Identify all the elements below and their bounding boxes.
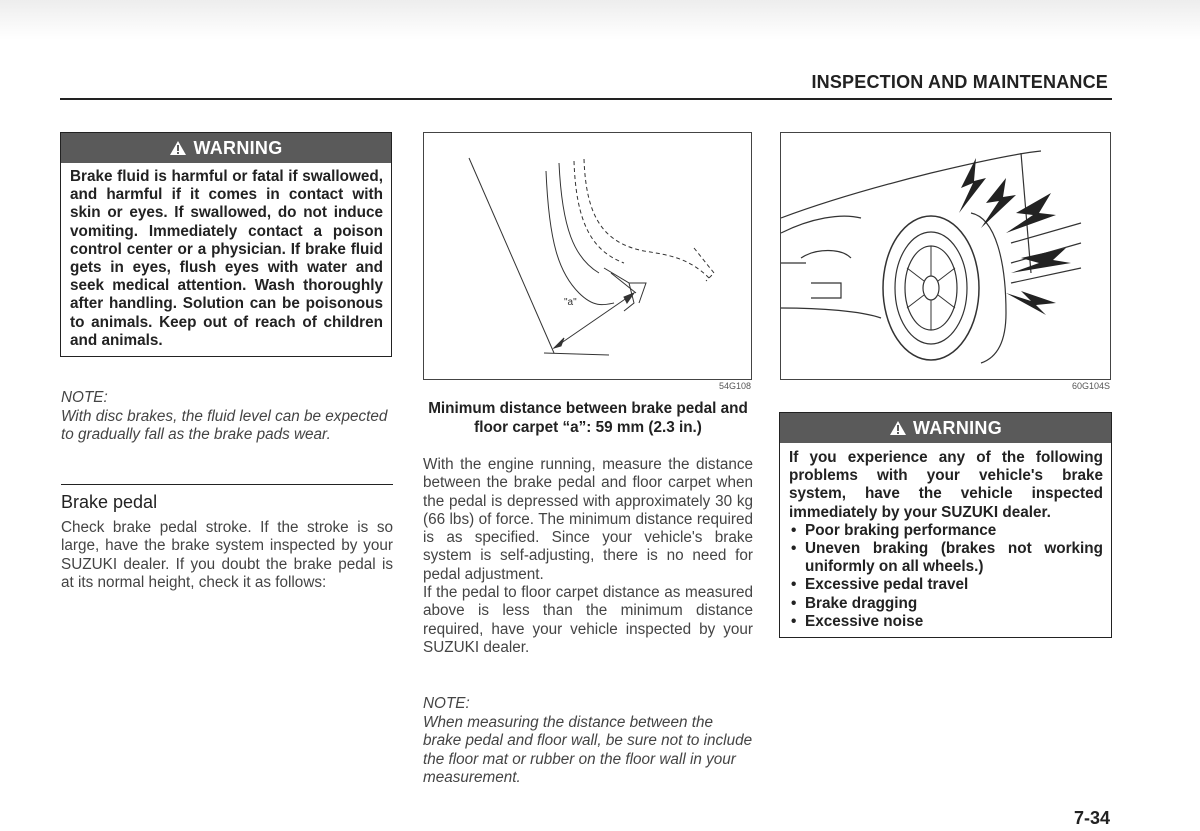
brake-pedal-illustration bbox=[424, 133, 751, 379]
figure-caption: Minimum distance between brake pedal and floor carpet “a”: 59 mm (2.3 in.) bbox=[428, 400, 748, 436]
header-title: INSPECTION AND MAINTENANCE bbox=[811, 72, 1108, 92]
warning-label: WARNING bbox=[912, 417, 1003, 438]
list-item: • Uneven braking (brakes not working uniformly on all wheels.) bbox=[789, 540, 1103, 576]
warning-intro: If you experience any of the following problems with your vehicle's brake system, have the vehicle inspected immediately by your SUZUKI dealer. bbox=[789, 449, 1103, 521]
note-text: With disc brakes, the fluid level can be expected to gradually fall as the brake pads wear. bbox=[61, 407, 388, 443]
section-body: Check brake pedal stroke. If the stroke is so large, have the brake system inspected by your SUZUKI dealer. If you doubt the brake pedal is at its normal height, check it as follows: bbox=[61, 519, 393, 591]
instructions-paragraph-1: With the engine running, measure the distance between the brake pedal and floor carpet when the pedal is depressed with approximately 30 kg (66 lbs) of force. The minimum distance required is as specified. Since your vehicle's brake system is self-adjusting, there is no need for pedal adjustment. bbox=[423, 456, 753, 583]
pedal-instructions bbox=[423, 456, 753, 657]
warning-box-brake-problems bbox=[779, 412, 1112, 638]
warning-triangle-icon bbox=[889, 420, 907, 436]
list-item: • Excessive pedal travel bbox=[789, 576, 1103, 594]
note-text: When measuring the distance between the brake pedal and floor wall, be sure not to include the floor mat or rubber on the floor wall in your measurement. bbox=[423, 713, 753, 786]
brake-pedal-figure bbox=[423, 132, 752, 380]
note-measuring bbox=[423, 695, 753, 788]
figure-code-1: 54G108 bbox=[718, 381, 751, 391]
noise-bolt-icon bbox=[981, 178, 1016, 228]
warning-label: WARNING bbox=[193, 137, 283, 158]
list-item: • Excessive noise bbox=[789, 613, 1103, 631]
warning-box-brake-fluid bbox=[60, 132, 392, 357]
list-item: • Brake dragging bbox=[789, 595, 1103, 613]
instructions-paragraph-2: If the pedal to floor carpet distance as measured above is less than the minimum distance required, have your vehicle inspected by your SUZUKI dealer. bbox=[423, 584, 753, 656]
warning-text: Brake fluid is harmful or fatal if swallowed, and harmful if it comes in contact with skin or eyes. If swallowed, do not induce vomiting. Immediately contact a poison control center or a physician. If brake fluid gets in eyes, flush eyes with water and seek medical attention. Wash thoroughly after handling. Solution can be poisonous to animals. Keep out of reach of children and animals. bbox=[70, 168, 383, 349]
noise-bolt-icon bbox=[1006, 193, 1056, 233]
warning-content bbox=[780, 443, 1111, 637]
top-shading bbox=[0, 0, 1200, 40]
noise-bolt-icon bbox=[959, 158, 986, 213]
warning-header bbox=[61, 133, 391, 163]
section-title: Brake pedal bbox=[61, 484, 393, 513]
warning-header bbox=[780, 413, 1111, 443]
car-wheel-illustration bbox=[781, 133, 1110, 379]
header-rule bbox=[60, 98, 1112, 100]
note-label: NOTE: bbox=[61, 389, 108, 406]
figure-code-2: 60G104S bbox=[1071, 381, 1110, 391]
car-wheel-figure bbox=[780, 132, 1111, 380]
page-number: 7-34 bbox=[1073, 808, 1110, 828]
noise-bolt-icon bbox=[1006, 291, 1056, 315]
problem-list bbox=[789, 522, 1103, 631]
list-item: • Poor braking performance bbox=[789, 522, 1103, 540]
note-label: NOTE: bbox=[423, 695, 470, 712]
label-a: "a" bbox=[564, 297, 577, 308]
warning-triangle-icon bbox=[169, 140, 187, 156]
note-disc-brakes bbox=[61, 389, 393, 445]
